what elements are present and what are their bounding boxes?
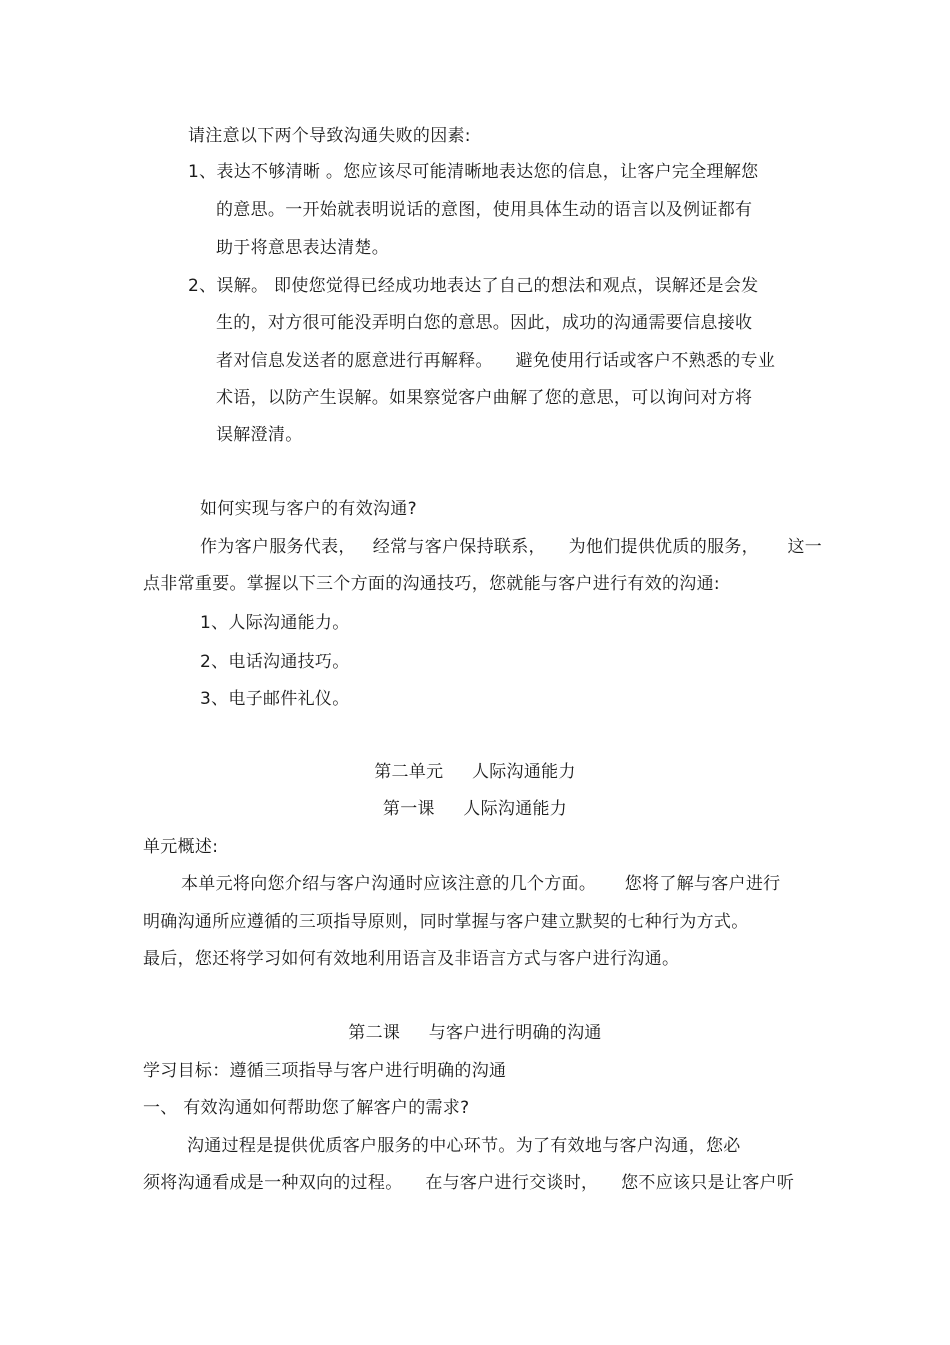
- overview-label: 单元概述:: [143, 837, 219, 857]
- intro-heading: 请注意以下两个导致沟通失败的因素:: [188, 126, 471, 146]
- skills-list-item: 2、电话沟通技巧。: [200, 652, 350, 672]
- failure-item-2-line-1: 2、误解。 即使您觉得已经成功地表达了自己的想法和观点，误解还是会发: [188, 276, 759, 296]
- effective-para-line-2: 点非常重要。掌握以下三个方面的沟通技巧，您就能与客户进行有效的沟通:: [143, 574, 720, 594]
- lesson-1-title: 第一课 人际沟通能力: [382, 799, 568, 819]
- section-heading: 一、 有效沟通如何帮助您了解客户的需求?: [143, 1098, 470, 1118]
- failure-item-2-line-3: 者对信息发送者的愿意进行再解释。 避免使用行话或客户不熟悉的专业: [216, 351, 776, 371]
- lesson-2-title: 第二课 与客户进行明确的沟通: [348, 1023, 602, 1043]
- skills-list-item: 3、电子邮件礼仪。: [200, 689, 350, 709]
- failure-item-1-line-3: 助于将意思表达清楚。: [216, 238, 389, 258]
- overview-line-3: 最后，您还将学习如何有效地利用语言及非语言方式与客户进行沟通。: [143, 949, 680, 969]
- failure-item-2-line-2: 生的，对方很可能没弄明白您的意思。因此，成功的沟通需要信息接收: [216, 313, 753, 333]
- failure-item-2-line-4: 术语，以防产生误解。如果察觉客户曲解了您的意思，可以询问对方将: [216, 388, 753, 408]
- failure-item-2-line-5: 误解澄清。: [216, 425, 303, 445]
- overview-line-1: 本单元将向您介绍与客户沟通时应该注意的几个方面。 您将了解与客户进行: [181, 874, 781, 894]
- failure-item-1-line-2: 的意思。一开始就表明说话的意图，使用具体生动的语言以及例证都有: [216, 200, 753, 220]
- overview-line-2: 明确沟通所应遵循的三项指导原则，同时掌握与客户建立默契的七种行为方式。: [143, 912, 749, 932]
- section-para-line-2: 须将沟通看成是一种双向的过程。 在与客户进行交谈时， 您不应该只是让客户听: [143, 1173, 795, 1193]
- effective-question: 如何实现与客户的有效沟通?: [200, 499, 417, 519]
- section-para-line-1: 沟通过程是提供优质客户服务的中心环节。为了有效地与客户沟通，您必: [187, 1136, 741, 1156]
- unit-title: 第二单元 人际沟通能力: [374, 762, 576, 782]
- effective-para-line-1: 作为客户服务代表， 经常与客户保持联系， 为他们提供优质的服务， 这一: [200, 537, 823, 557]
- skills-list-item: 1、人际沟通能力。: [200, 613, 350, 633]
- failure-item-1-line-1: 1、表达不够清晰 。您应该尽可能清晰地表达您的信息，让客户完全理解您: [188, 162, 759, 182]
- learning-objective: 学习目标：遵循三项指导与客户进行明确的沟通: [143, 1061, 507, 1081]
